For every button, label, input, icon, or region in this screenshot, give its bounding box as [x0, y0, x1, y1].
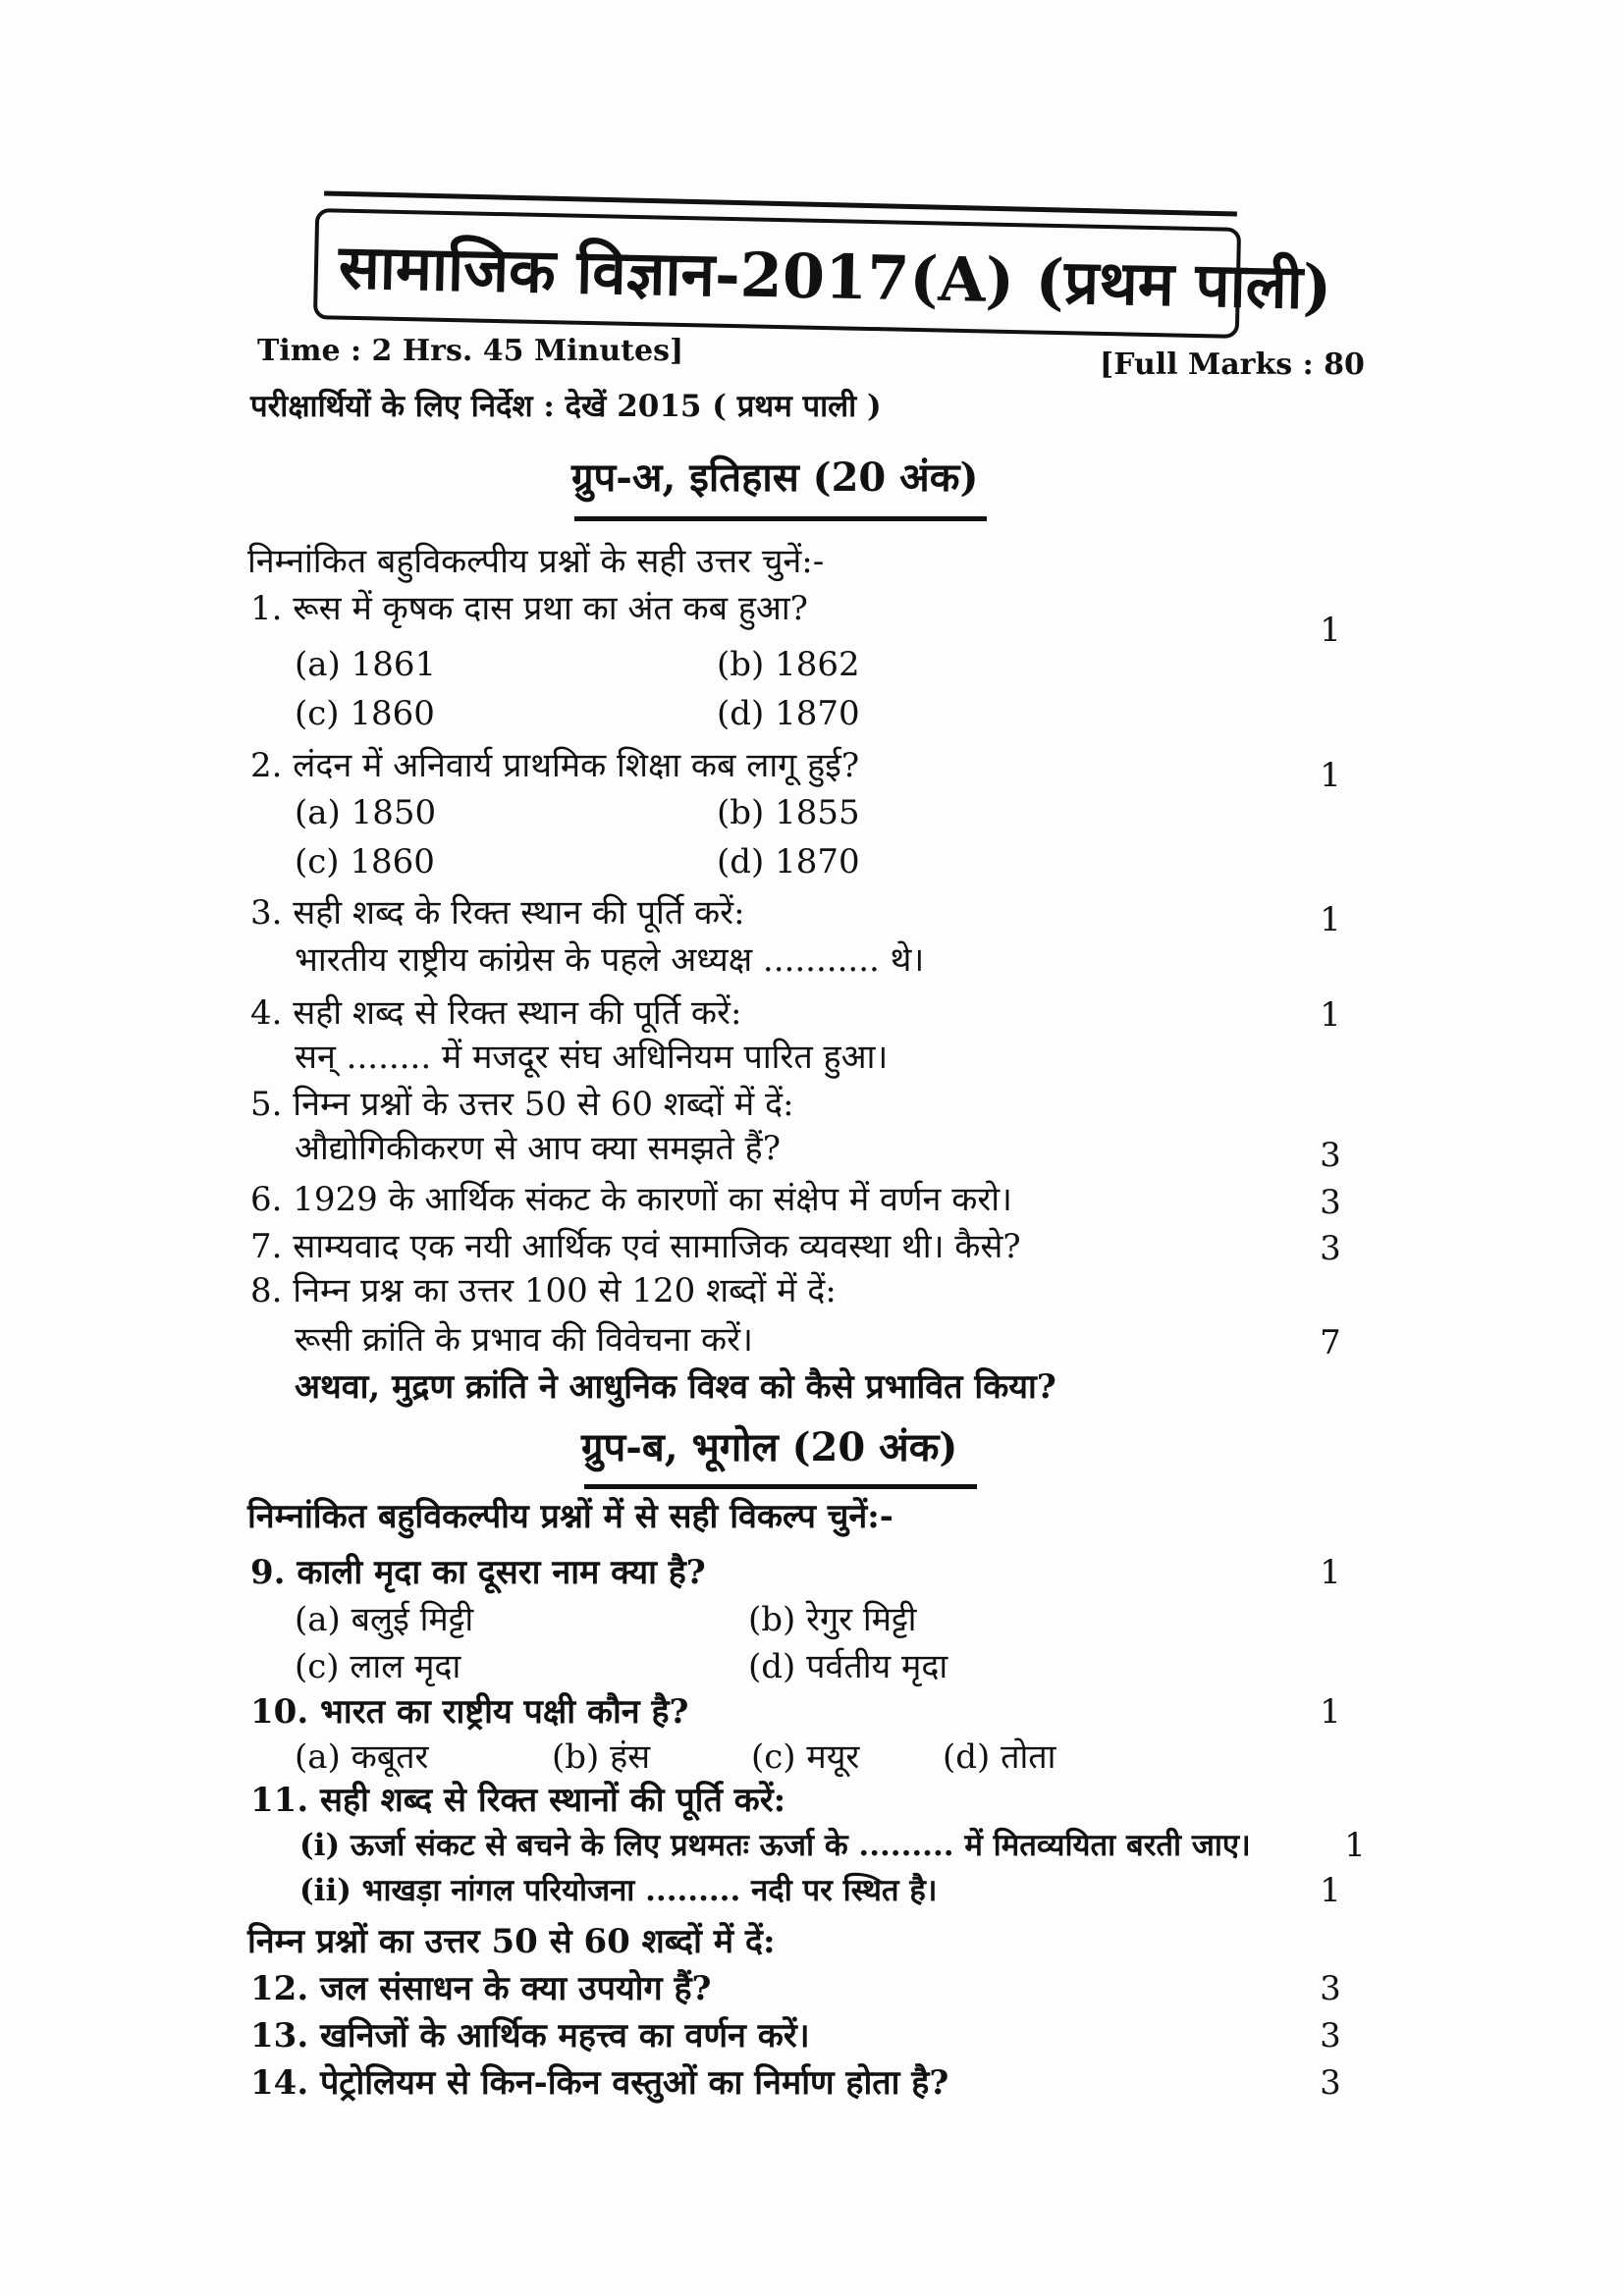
- group-a-mcq-instruction: निम्नांकित बहुविकल्पीय प्रश्नों के सही उत्तर चुनें:-: [247, 542, 825, 581]
- marks-q10: 1: [1320, 1692, 1341, 1732]
- option: (a) 1861: [295, 645, 437, 684]
- time-allowed: Time : 2 Hrs. 45 Minutes]: [257, 334, 684, 368]
- option: (d) पर्वतीय मृदा: [748, 1647, 948, 1686]
- option: (b) रेगुर मिट्टी: [748, 1600, 917, 1639]
- full-marks: [Full Marks : 80: [1100, 347, 1365, 382]
- question-3: 3. सही शब्द के रिक्त स्थान की पूर्ति करें:: [250, 893, 745, 933]
- option: (d) 1870: [717, 842, 860, 881]
- marks-q8: 7: [1320, 1323, 1341, 1362]
- group-b-short-instruction: निम्न प्रश्नों का उत्तर 50 से 60 शब्दों में दें:: [247, 1922, 776, 1961]
- option: (a) कबूतर: [295, 1737, 429, 1777]
- page-title: सामाजिक विज्ञान-2017(A) (प्रथम पाली): [338, 231, 1332, 324]
- option: (c) मयूर: [751, 1737, 860, 1777]
- marks-q1: 1: [1320, 611, 1341, 650]
- option: (b) 1862: [717, 645, 860, 684]
- marks-q11-ii: 1: [1320, 1871, 1341, 1910]
- marks-q6: 3: [1320, 1183, 1341, 1222]
- question-12: 12. जल संसाधन के क्या उपयोग हैं?: [250, 1969, 712, 2008]
- exam-instructions: परीक्षार्थियों के लिए निर्देश : देखें 2015 ( प्रथम पाली ): [250, 389, 882, 424]
- marks-q14: 3: [1320, 2063, 1341, 2103]
- marks-q2: 1: [1320, 756, 1341, 795]
- question-5: 5. निम्न प्रश्नों के उत्तर 50 से 60 शब्दों में दें:: [250, 1085, 794, 1124]
- question-8: 8. निम्न प्रश्न का उत्तर 100 से 120 शब्दों में दें:: [250, 1271, 837, 1310]
- group-b-mcq-instruction: निम्नांकित बहुविकल्पीय प्रश्नों में से सही विकल्प चुनें:-: [247, 1497, 893, 1536]
- question-8-text: रूसी क्रांति के प्रभाव की विवेचना करें।: [295, 1320, 753, 1360]
- option: (a) बलुई मिट्टी: [295, 1600, 474, 1639]
- option: (b) 1855: [717, 793, 860, 832]
- group-a-underline: [574, 516, 987, 521]
- option: (c) 1860: [295, 842, 435, 881]
- question-8-alternative: अथवा, मुद्रण क्रांति ने आधुनिक विश्व को कैसे प्रभावित किया?: [295, 1367, 1056, 1407]
- question-7: 7. साम्यवाद एक नयी आर्थिक एवं सामाजिक व्यवस्था थी। कैसे?: [250, 1227, 1021, 1266]
- option: (d) तोता: [943, 1737, 1056, 1777]
- question-1: 1. रूस में कृषक दास प्रथा का अंत कब हुआ?: [250, 589, 808, 628]
- question-4-text: सन् ........ में मजदूर संघ अधिनियम पारित हुआ।: [295, 1038, 889, 1077]
- option: (c) लाल मृदा: [295, 1647, 461, 1686]
- question-10: 10. भारत का राष्ट्रीय पक्षी कौन है?: [250, 1692, 689, 1732]
- option: (d) 1870: [717, 694, 860, 733]
- marks-q3: 1: [1320, 900, 1341, 939]
- question-14: 14. पेट्रोलियम से किन-किन वस्तुओं का निर्माण होता है?: [250, 2063, 949, 2103]
- marks-q12: 3: [1320, 1969, 1341, 2008]
- question-4: 4. सही शब्द से रिक्त स्थान की पूर्ति करें:: [250, 993, 742, 1033]
- marks-q11-i: 1: [1344, 1826, 1366, 1865]
- question-9: 9. काली मृदा का दूसरा नाम क्या है?: [250, 1553, 706, 1592]
- question-11: 11. सही शब्द से रिक्त स्थानों की पूर्ति करें:: [250, 1781, 786, 1820]
- option: (a) 1850: [295, 793, 437, 832]
- question-6: 6. 1929 के आर्थिक संकट के कारणों का संक्षेप में वर्णन करो।: [250, 1180, 1012, 1219]
- group-a-heading: ग्रुप-अ, इतिहास (20 अंक): [571, 454, 979, 501]
- question-2: 2. लंदन में अनिवार्य प्राथमिक शिक्षा कब लागू हुई?: [250, 746, 860, 785]
- question-13: 13. खनिजों के आर्थिक महत्त्व का वर्णन करें।: [250, 2016, 810, 2056]
- question-11-part-ii: (ii) भाखड़ा नांगल परियोजना ......... नदी पर स्थित है।: [299, 1873, 938, 1908]
- marks-q7: 3: [1320, 1229, 1341, 1268]
- question-11-part-i: (i) ऊर्जा संकट से बचने के लिए प्रथमतः ऊर्जा के ......... में मितव्ययिता बरती जाए।: [299, 1828, 1251, 1863]
- marks-q13: 3: [1320, 2016, 1341, 2056]
- group-b-underline: [584, 1484, 977, 1489]
- marks-q4: 1: [1320, 995, 1341, 1035]
- marks-q5: 3: [1320, 1136, 1341, 1175]
- option: (b) हंस: [552, 1737, 651, 1777]
- question-3-text: भारतीय राष्ट्रीय कांग्रेस के पहले अध्यक्ष ........... थे।: [295, 940, 925, 980]
- group-b-heading: ग्रुप-ब, भूगोल (20 अंक): [581, 1424, 958, 1470]
- option: (c) 1860: [295, 694, 435, 733]
- marks-q9: 1: [1320, 1553, 1341, 1592]
- question-5-text: औद्योगिकीकरण से आप क्या समझते हैं?: [295, 1129, 781, 1168]
